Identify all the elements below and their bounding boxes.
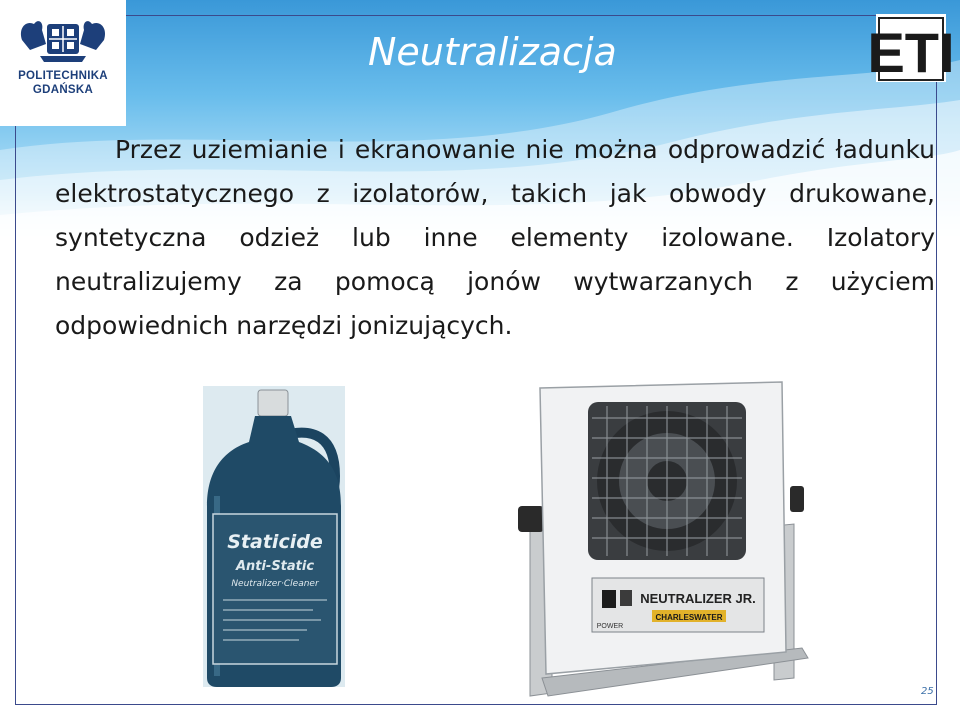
eti-text: ETI	[867, 21, 955, 84]
body-paragraph	[55, 128, 935, 348]
device-power-label: POWER	[596, 623, 624, 630]
bottle-line2: Neutralizer·Cleaner	[231, 579, 319, 589]
bottle-picture	[203, 386, 345, 687]
university-logo	[0, 0, 126, 126]
device-maker: CHARLESWATER	[655, 613, 723, 622]
logo-line-1: POLITECHNIKA	[18, 70, 108, 82]
eti-logo-icon	[867, 14, 955, 84]
slide-title: Neutralizacja	[368, 30, 617, 74]
bottle-brand: Staticide	[227, 531, 323, 553]
body-text: Przez uziemianie i ekranowanie nie można odprowadzić ładunku elektrostatycznego z izolatorów, takich jak obwody drukowane, syntetyczna odzież lub inne elementy izolowane. Izolatory neutralizujemy za pomocą jonów wytwarzanych z użyciem odpowiednich narzędzi jonizujących.	[55, 135, 935, 340]
staticide-bottle-image	[203, 386, 345, 687]
device-name: NEUTRALIZER JR.	[640, 591, 756, 606]
eti-logo	[867, 14, 955, 84]
crest-icon	[0, 0, 126, 70]
logo-line-2: GDAŃSKA	[32, 84, 94, 96]
neutralizer-picture	[512, 378, 812, 703]
bottle-line1: Anti-Static	[235, 559, 315, 574]
page-number: 25	[921, 686, 934, 697]
neutralizer-device-image	[512, 378, 812, 703]
